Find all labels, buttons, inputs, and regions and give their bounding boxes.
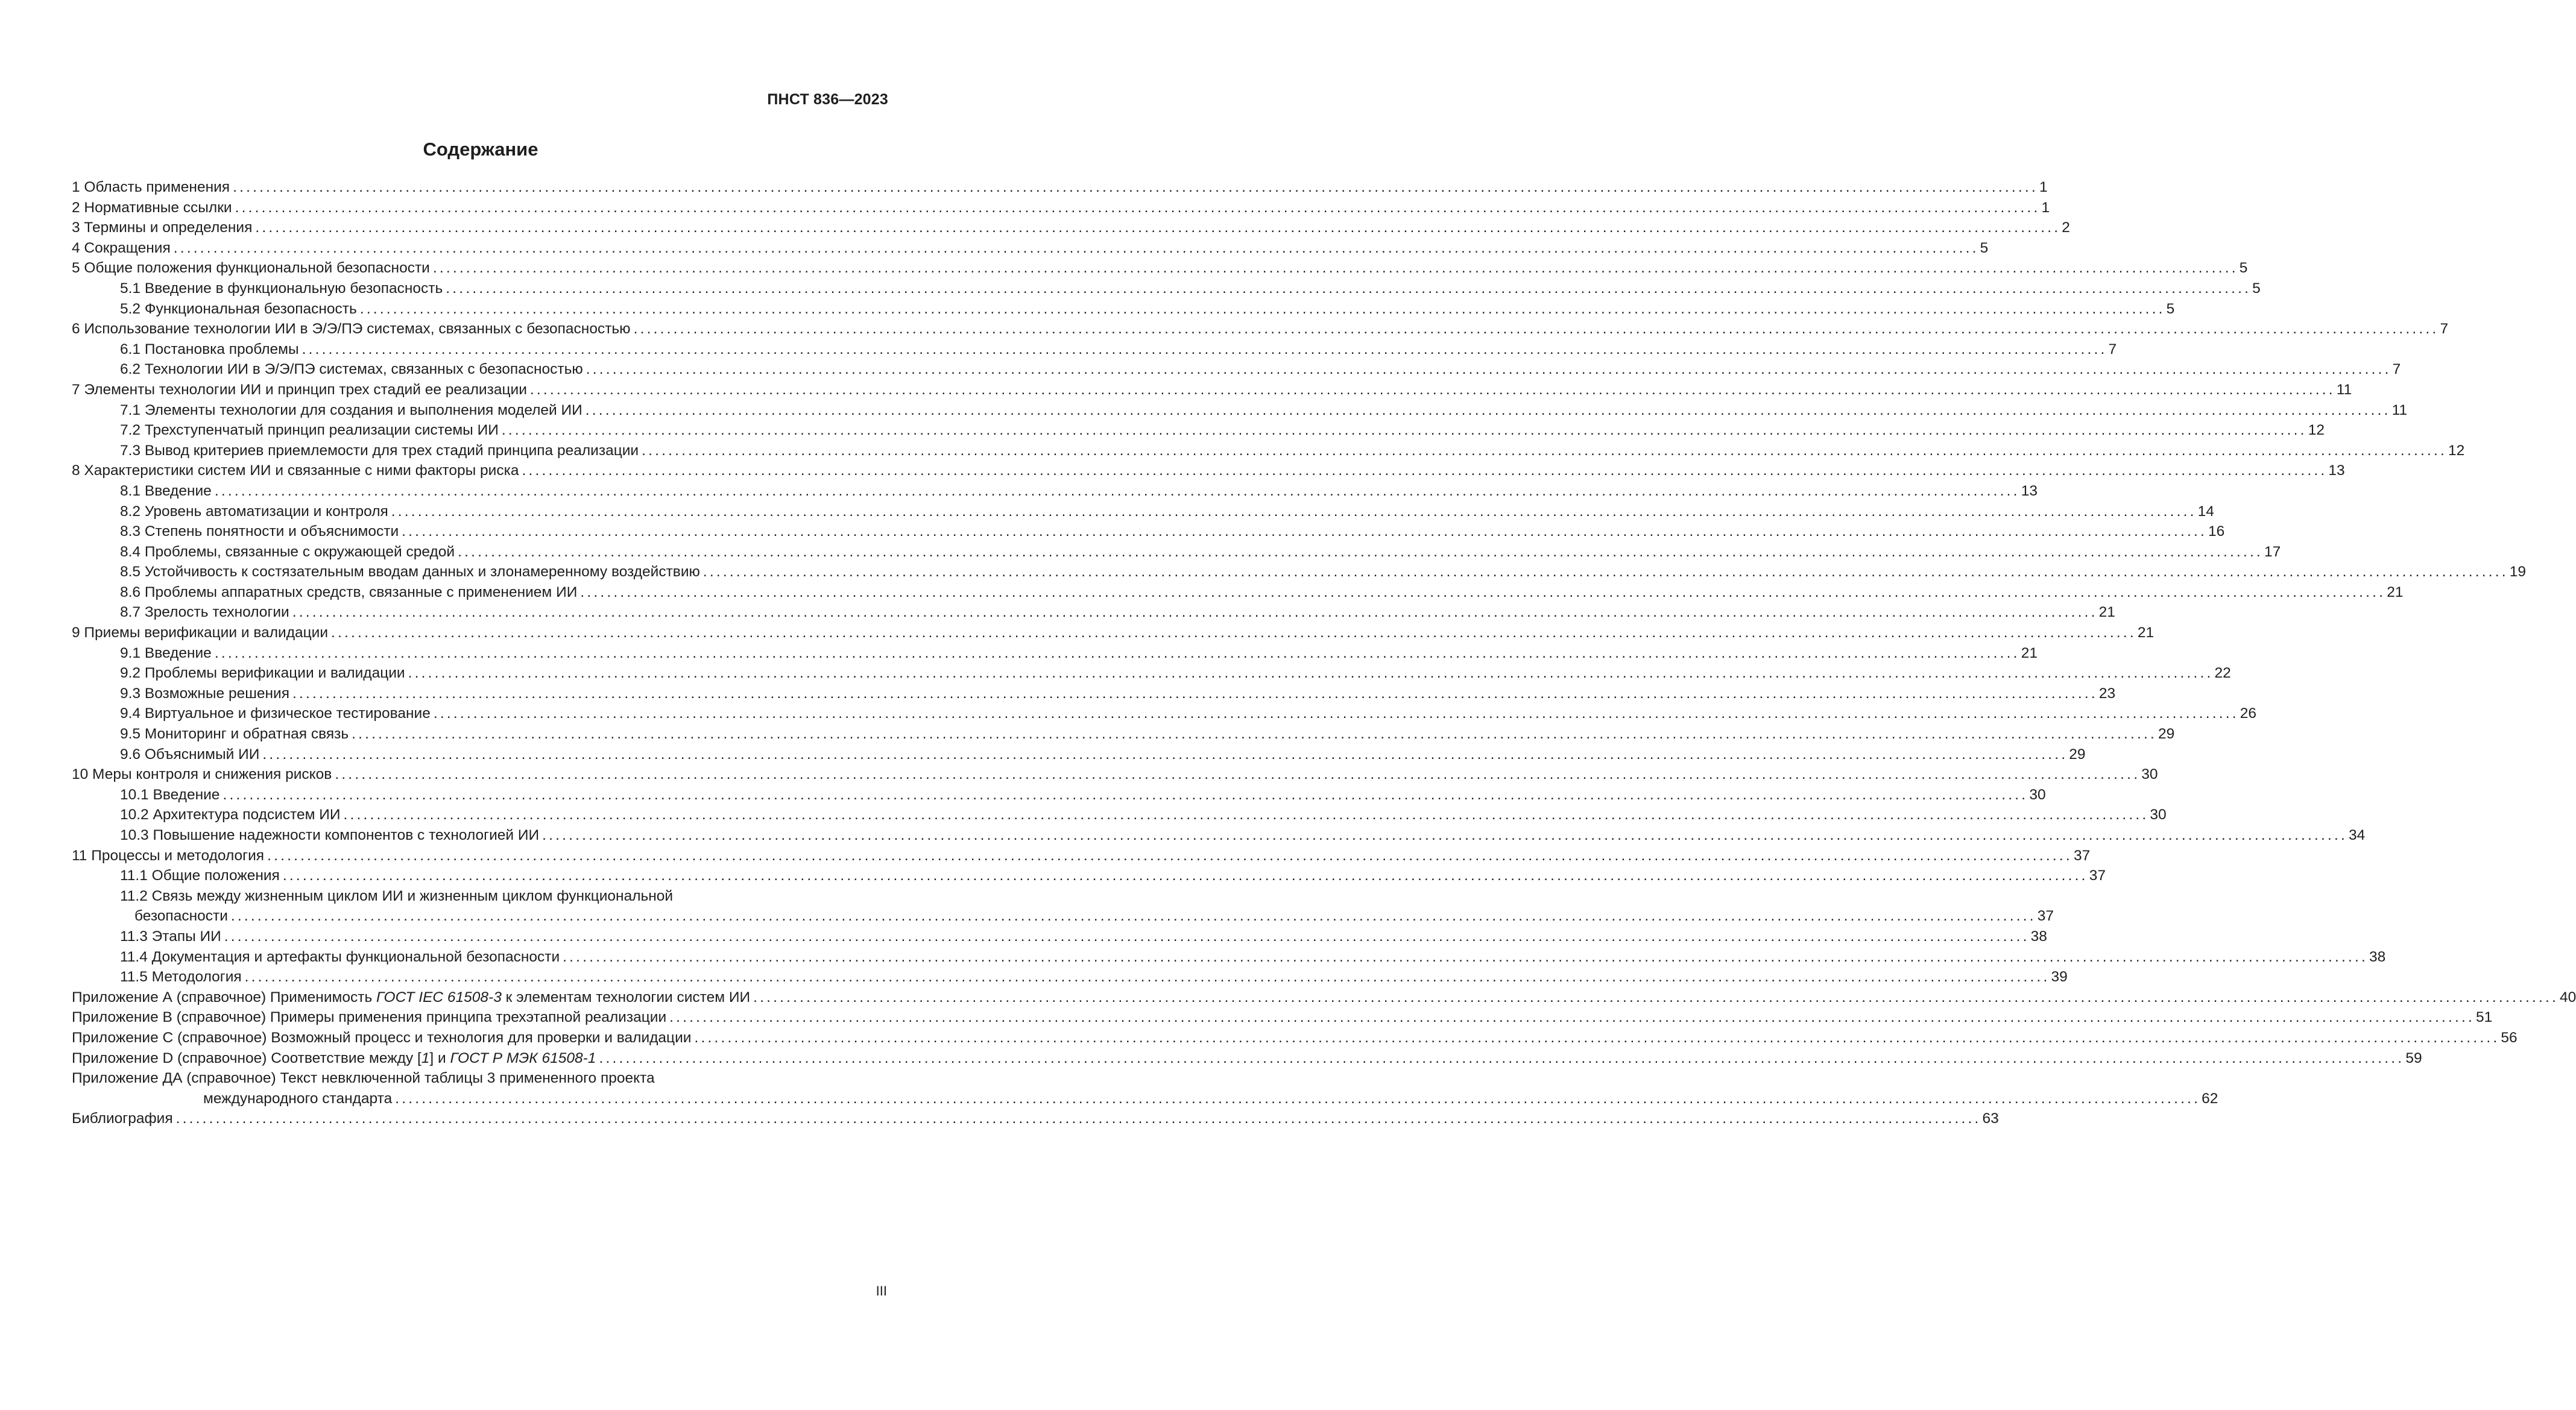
toc-dot-leader: ................................................................................................................................................................................................................................................................................ [599, 1050, 2405, 1066]
toc-entry [72, 785, 2046, 805]
toc-page-number: 26 [2240, 705, 2256, 722]
toc-page-number: 1 [2041, 199, 2050, 216]
toc-dot-leader: ................................................................................................................................................................................................................................................................................ [244, 969, 2050, 986]
toc-dot-leader: ................................................................................................................................................................................................................................................................................ [395, 1090, 2201, 1107]
toc-dot-leader: ................................................................................................................................................................................................................................................................................ [335, 766, 2141, 783]
toc-entry-label: 9.6 Объяснимый ИИ [120, 746, 260, 763]
toc-entry [72, 502, 2214, 522]
toc-entry-label: 7.1 Элементы технологии для создания и выполнения моделей ИИ [120, 401, 582, 418]
toc-dot-leader: ................................................................................................................................................................................................................................................................................ [501, 422, 2307, 439]
toc-page-number: 30 [2141, 766, 2158, 783]
toc-entry-label: 11.3 Этапы ИИ [120, 928, 221, 945]
toc-dot-leader: ................................................................................................................................................................................................................................................................................ [175, 1110, 1981, 1127]
toc-entry [72, 663, 2231, 684]
toc-entry-label: Приложение ДА (справочное) Текст невключенной таблицы 3 примененного проекта [72, 1070, 655, 1087]
toc-entry [72, 420, 2325, 441]
toc-dot-leader: ................................................................................................................................................................................................................................................................................ [432, 260, 2238, 277]
toc-entry-label: 10.2 Архитектура подсистем ИИ [120, 807, 341, 823]
toc-entry-label: 7.2 Трехступенчатый принцип реализации системы ИИ [120, 422, 499, 439]
toc-dot-leader: ................................................................................................................................................................................................................................................................................ [433, 705, 2239, 722]
toc-entry-label: 6.1 Постановка проблемы [120, 341, 299, 357]
toc-page-number: 12 [2448, 442, 2465, 459]
toc-entry-label: 7.3 Вывод критериев приемлемости для трех стадий принципа реализации [120, 442, 639, 459]
toc-entry-label: 10.3 Повышение надежности компонентов с технологией ИИ [120, 827, 540, 843]
toc-dot-leader: ................................................................................................................................................................................................................................................................................ [262, 746, 2068, 763]
toc-entry-label: 5 Общие положения функциональной безопасности [72, 260, 430, 277]
toc-dot-leader: ................................................................................................................................................................................................................................................................................ [224, 928, 2030, 945]
toc-page-number: 59 [2405, 1050, 2422, 1066]
toc-entry-label: 8.3 Степень понятности и объяснимости [120, 523, 399, 540]
toc-dot-leader: ................................................................................................................................................................................................................................................................................ [301, 341, 2107, 357]
toc-entry-label: 10 Меры контроля и снижения рисков [72, 766, 332, 783]
toc-entry-label: 10.1 Введение [120, 786, 220, 803]
toc-page-number: 7 [2440, 321, 2449, 338]
toc-entry-label: 5.2 Функциональная безопасность [120, 300, 357, 317]
toc-page-number: 40 [2560, 989, 2576, 1006]
toc-entry-label: 6.2 Технологии ИИ в Э/Э/ПЭ системах, связанных с безопасностью [120, 361, 583, 378]
toc-dot-leader: ................................................................................................................................................................................................................................................................................ [343, 807, 2149, 823]
toc-dot-leader: ................................................................................................................................................................................................................................................................................ [408, 665, 2214, 682]
toc-entry [72, 764, 2158, 785]
toc-page-number: 13 [2328, 462, 2345, 479]
document-code: ПНСТ 836—2023 [767, 91, 888, 108]
table-of-contents [72, 177, 2576, 1129]
toc-page-number: 7 [2108, 341, 2117, 357]
toc-entry [72, 967, 2068, 987]
toc-entry-label: 11.4 Документация и артефакты функциональной безопасности [120, 948, 560, 965]
toc-page-number: 5 [2239, 260, 2248, 277]
toc-page-number: 14 [2197, 503, 2214, 520]
toc-dot-leader: ................................................................................................................................................................................................................................................................................ [458, 543, 2263, 560]
toc-entry-label: 8 Характеристики систем ИИ и связанные с ними факторы риска [72, 462, 519, 479]
toc-entry-label-italic: ГОСТ Р МЭК 61508-1 [450, 1050, 596, 1066]
toc-dot-leader: ................................................................................................................................................................................................................................................................................ [173, 239, 1979, 256]
toc-entry [72, 198, 2050, 218]
toc-page-number: 5 [1980, 239, 1989, 256]
toc-page-number: 7 [2392, 361, 2401, 378]
toc-entry [72, 1109, 1999, 1129]
toc-page-number: 12 [2308, 422, 2325, 439]
toc-page-number: 38 [2030, 928, 2047, 945]
toc-entry [72, 724, 2175, 744]
toc-entry-label: 6 Использование технологии ИИ в Э/Э/ПЭ системах, связанных с безопасностью [72, 321, 631, 338]
toc-entry [72, 805, 2167, 825]
toc-entry [72, 1068, 2218, 1109]
toc-entry-label: 1 Область применения [72, 179, 230, 195]
toc-dot-leader: ................................................................................................................................................................................................................................................................................ [446, 280, 2252, 297]
toc-entry [72, 987, 2576, 1008]
toc-page-number: 17 [2264, 543, 2281, 560]
page-number: III [876, 1283, 887, 1298]
toc-dot-leader: ................................................................................................................................................................................................................................................................................ [214, 482, 2020, 499]
toc-page-number: 51 [2476, 1009, 2493, 1026]
toc-page-number: 34 [2349, 827, 2366, 843]
toc-page-number: 21 [2098, 604, 2115, 621]
toc-entry-label-italic: ГОСТ IEC 61508-3 [376, 989, 502, 1006]
toc-page-number: 39 [2051, 969, 2068, 986]
toc-dot-leader: ................................................................................................................................................................................................................................................................................ [214, 644, 2020, 661]
toc-page-number: 29 [2069, 746, 2086, 763]
toc-page-number: 22 [2214, 665, 2231, 682]
toc-entry-label-italic: 1 [421, 1050, 430, 1066]
page-title: Содержание [423, 139, 538, 160]
toc-dot-leader: ................................................................................................................................................................................................................................................................................ [633, 321, 2439, 338]
toc-dot-leader: ................................................................................................................................................................................................................................................................................ [233, 179, 2038, 195]
toc-entry-label: 8.5 Устойчивость к состязательным вводам данных и злонамеренному воздействию [120, 564, 700, 581]
toc-entry-label: 11 Процессы и методология [72, 847, 265, 864]
toc-entry [72, 542, 2281, 562]
toc-dot-leader: ................................................................................................................................................................................................................................................................................ [352, 726, 2157, 743]
toc-dot-leader: ................................................................................................................................................................................................................................................................................ [292, 604, 2098, 621]
toc-page-number: 21 [2387, 584, 2404, 600]
toc-dot-leader: ................................................................................................................................................................................................................................................................................ [402, 523, 2208, 540]
toc-page-number: 13 [2021, 482, 2038, 499]
toc-entry-label: 9.4 Виртуальное и физическое тестирование [120, 705, 431, 722]
toc-dot-leader: ................................................................................................................................................................................................................................................................................ [580, 584, 2386, 600]
toc-dot-leader: ................................................................................................................................................................................................................................................................................ [642, 442, 2447, 459]
toc-entry [72, 684, 2116, 704]
toc-entry [72, 319, 2449, 339]
toc-entry [72, 1028, 2518, 1048]
toc-entry-label: 8.6 Проблемы аппаратных средств, связанные с применением ИИ [120, 584, 578, 600]
toc-entry [72, 582, 2404, 603]
toc-page-number: 30 [2029, 786, 2046, 803]
toc-dot-leader: ................................................................................................................................................................................................................................................................................ [586, 361, 2391, 378]
toc-dot-leader: ................................................................................................................................................................................................................................................................................ [235, 199, 2041, 216]
toc-entry [72, 1048, 2422, 1069]
toc-dot-leader: ................................................................................................................................................................................................................................................................................ [267, 847, 2072, 864]
toc-entry [72, 258, 2248, 279]
toc-page-number: 2 [2062, 219, 2070, 236]
toc-page-number: 11 [2336, 381, 2352, 398]
toc-dot-leader: ................................................................................................................................................................................................................................................................................ [282, 867, 2088, 884]
toc-entry [72, 927, 2047, 947]
toc-entry-label: Приложение А (справочное) Применимость [72, 989, 377, 1006]
toc-dot-leader: ................................................................................................................................................................................................................................................................................ [669, 1009, 2475, 1026]
toc-dot-leader: ................................................................................................................................................................................................................................................................................ [223, 786, 2028, 803]
toc-page-number: 11 [2391, 401, 2408, 418]
toc-entry-label: 11.5 Методология [120, 969, 242, 986]
toc-entry-label: 11.1 Общие положения [120, 867, 280, 884]
toc-page-number: 38 [2369, 948, 2386, 965]
toc-dot-leader: ................................................................................................................................................................................................................................................................................ [563, 948, 2369, 965]
toc-entry [72, 521, 2225, 542]
toc-page-number: 21 [2137, 625, 2155, 641]
toc-entry [72, 947, 2386, 968]
toc-entry-label: 9.1 Введение [120, 644, 212, 661]
toc-page-number: 5 [2166, 300, 2175, 317]
toc-entry-label: 9.5 Мониторинг и обратная связь [120, 726, 349, 743]
toc-dot-leader: ................................................................................................................................................................................................................................................................................ [753, 989, 2559, 1006]
toc-page-number: 29 [2158, 726, 2175, 743]
toc-page-number: 37 [2089, 867, 2106, 884]
toc-dot-leader: ................................................................................................................................................................................................................................................................................ [391, 503, 2197, 520]
toc-entry [72, 886, 2054, 927]
toc-entry-label: 5.1 Введение в функциональную безопасность [120, 280, 443, 297]
toc-dot-leader: ................................................................................................................................................................................................................................................................................ [230, 908, 2036, 925]
toc-page-number: 62 [2202, 1090, 2218, 1107]
toc-entry-label: Приложение D (справочное) Соответствие между [ [72, 1050, 421, 1066]
toc-entry [72, 1007, 2493, 1028]
toc-entry-label: 9.3 Возможные решения [120, 685, 289, 702]
toc-entry-label: 2 Нормативные ссылки [72, 199, 232, 216]
toc-entry [72, 177, 2048, 198]
toc-entry [72, 866, 2106, 886]
toc-entry [72, 339, 2117, 360]
toc-entry-label-continued: международного стандарта [203, 1090, 393, 1107]
toc-entry [72, 238, 1989, 259]
toc-page-number: 19 [2509, 564, 2527, 581]
toc-entry-label: 4 Сокращения [72, 239, 171, 256]
toc-dot-leader: ................................................................................................................................................................................................................................................................................ [585, 401, 2391, 418]
toc-dot-leader: ................................................................................................................................................................................................................................................................................ [331, 625, 2136, 641]
toc-entry [72, 602, 2115, 623]
toc-dot-leader: ................................................................................................................................................................................................................................................................................ [522, 462, 2328, 479]
toc-entry-label: 7 Элементы технологии ИИ и принцип трех стадий ее реализации [72, 381, 527, 398]
toc-entry-label: к элементам технологии систем ИИ [501, 989, 751, 1006]
toc-entry-label: 9 Приемы верификации и валидации [72, 625, 329, 641]
toc-entry [72, 461, 2345, 481]
toc-dot-leader: ................................................................................................................................................................................................................................................................................ [542, 827, 2348, 843]
toc-entry [72, 279, 2261, 299]
toc-page-number: 37 [2073, 847, 2091, 864]
toc-entry-label: 8.4 Проблемы, связанные с окружающей средой [120, 543, 455, 560]
toc-entry [72, 744, 2086, 765]
toc-dot-leader: ................................................................................................................................................................................................................................................................................ [702, 564, 2508, 581]
toc-entry [72, 825, 2366, 846]
toc-entry [72, 846, 2091, 866]
toc-entry [72, 623, 2155, 643]
toc-entry [72, 441, 2465, 461]
toc-entry-label: 9.2 Проблемы верификации и валидации [120, 665, 405, 682]
toc-entry-label: ] и [429, 1050, 450, 1066]
toc-entry [72, 703, 2256, 724]
toc-entry [72, 299, 2175, 319]
toc-page-number: 37 [2037, 908, 2054, 925]
toc-dot-leader: ................................................................................................................................................................................................................................................................................ [529, 381, 2335, 398]
toc-entry [72, 562, 2527, 582]
toc-dot-leader: ................................................................................................................................................................................................................................................................................ [292, 685, 2098, 702]
toc-dot-leader: ................................................................................................................................................................................................................................................................................ [694, 1029, 2500, 1046]
toc-entry-label: 8.2 Уровень автоматизации и контроля [120, 503, 388, 520]
toc-page-number: 63 [1982, 1110, 1999, 1127]
toc-entry-label: Приложение С (справочное) Возможный процесс и технология для проверки и валидации [72, 1029, 692, 1046]
toc-entry [72, 359, 2401, 380]
toc-entry [72, 481, 2038, 502]
toc-entry [72, 380, 2352, 400]
toc-entry [72, 643, 2038, 664]
toc-entry-label: Приложение В (справочное) Примеры применения принципа трехэтапной реализации [72, 1009, 667, 1026]
toc-entry-label: 11.2 Связь между жизненным циклом ИИ и жизненным циклом функциональной [120, 887, 674, 904]
toc-page-number: 16 [2208, 523, 2225, 540]
toc-entry [72, 400, 2408, 421]
toc-entry-label: Библиография [72, 1110, 173, 1127]
toc-page-number: 21 [2021, 644, 2038, 661]
toc-page-number: 30 [2150, 807, 2167, 823]
toc-dot-leader: ................................................................................................................................................................................................................................................................................ [359, 300, 2165, 317]
toc-page-number: 5 [2252, 280, 2261, 297]
toc-entry-label: 8.1 Введение [120, 482, 212, 499]
toc-entry-label: 8.7 Зрелость технологии [120, 604, 289, 621]
toc-page-number: 1 [2039, 179, 2048, 195]
toc-entry-label: 3 Термины и определения [72, 219, 253, 236]
toc-entry-label-continued: безопасности [134, 908, 228, 925]
toc-page-number: 56 [2501, 1029, 2518, 1046]
toc-dot-leader: ................................................................................................................................................................................................................................................................................ [255, 219, 2061, 236]
toc-page-number: 23 [2098, 685, 2116, 702]
toc-entry [72, 218, 2070, 238]
